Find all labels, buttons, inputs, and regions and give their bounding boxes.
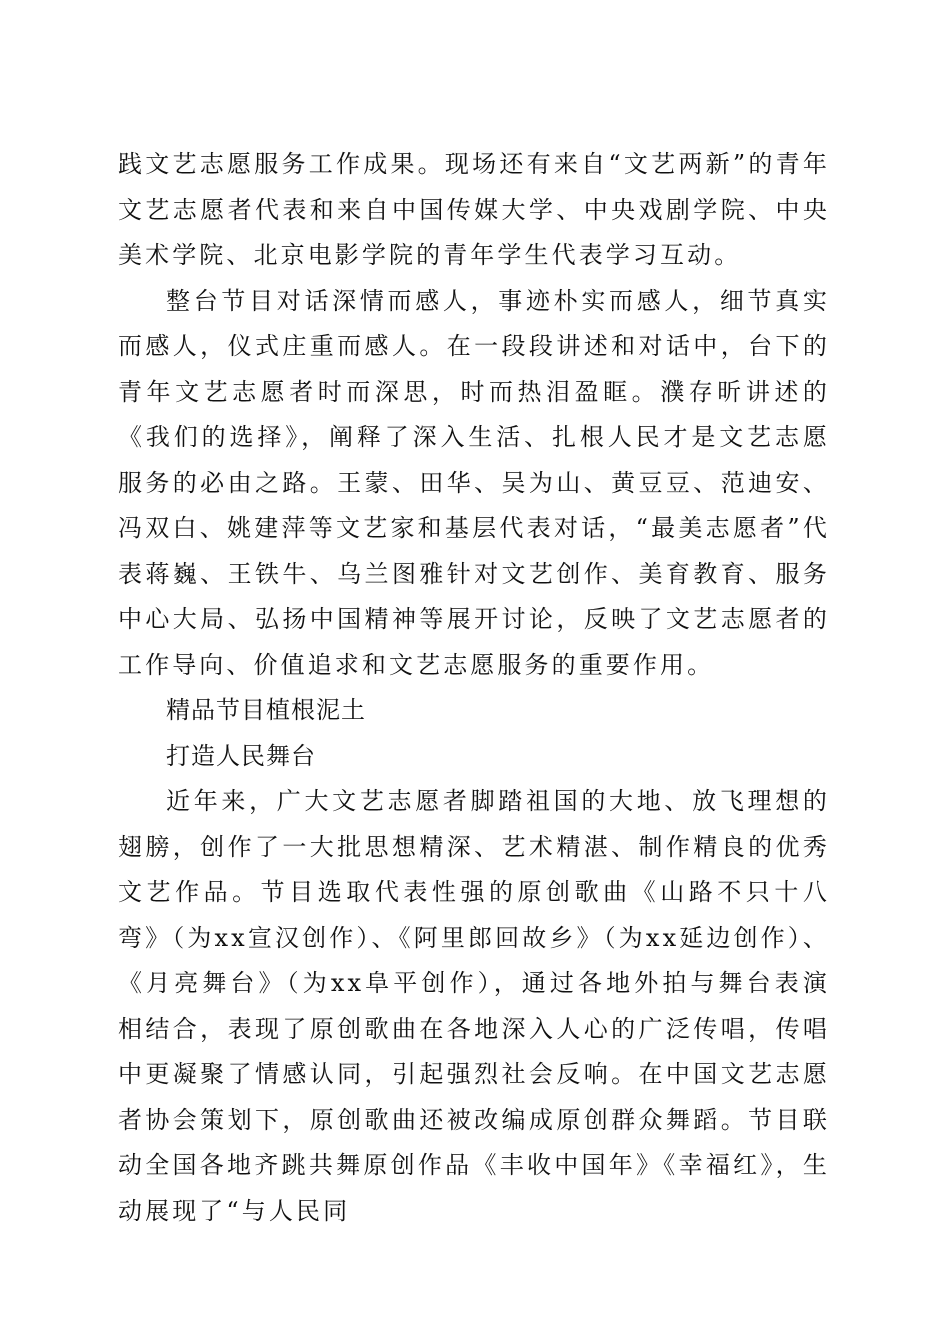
document-body <box>118 142 830 1234</box>
section-heading-line-1: 精品节目植根泥土 <box>166 696 366 724</box>
section-heading-line-2: 打造人民舞台 <box>166 741 316 770</box>
paragraph-works: 近年来，广大文艺志愿者脚踏祖国的大地、放飞理想的翅膀，创作了一大批思想精深、艺术精湛、制作精良的优秀文艺作品。节目选取代表性强的原创歌曲《山路不只十八弯》（为xx宣汉创作）、《阿里郎回故乡》（为xx延边创作）、《月亮舞台》（为xx阜平创作），通过各地外拍与舞台表演相结合，表现了原创歌曲在各地深入人心的广泛传唱，传唱中更凝聚了情感认同，引起强烈社会反响。在中国文艺志愿者协会策划下，原创歌曲还被改编成原创群众舞蹈。节目联动全国各地齐跳共舞原创作品《丰收中国年》《幸福红》，生动展现了“与人民同 <box>118 787 830 1225</box>
paragraph-dialogue: 整台节目对话深情而感人，事迹朴实而感人，细节真实而感人，仪式庄重而感人。在一段段讲述和对话中，台下的青年文艺志愿者时而深思，时而热泪盈眶。濮存昕讲述的《我们的选择》，阐释了深入生活、扎根人民才是文艺志愿服务的必由之路。王蒙、田华、吴为山、黄豆豆、范迪安、冯双白、姚建萍等文艺家和基层代表对话，“最美志愿者”代表蒋巍、王铁牛、乌兰图雅针对文艺创作、美育教育、服务中心大局、弘扬中国精神等展开讨论，反映了文艺志愿者的工作导向、价值追求和文艺志愿服务的重要作用。 <box>118 286 830 679</box>
paragraph-continuation: 践文艺志愿服务工作成果。现场还有来自“文艺两新”的青年文艺志愿者代表和来自中国传媒大学、中央戏剧学院、中央美术学院、北京电影学院的青年学生代表学习互动。 <box>118 150 830 269</box>
